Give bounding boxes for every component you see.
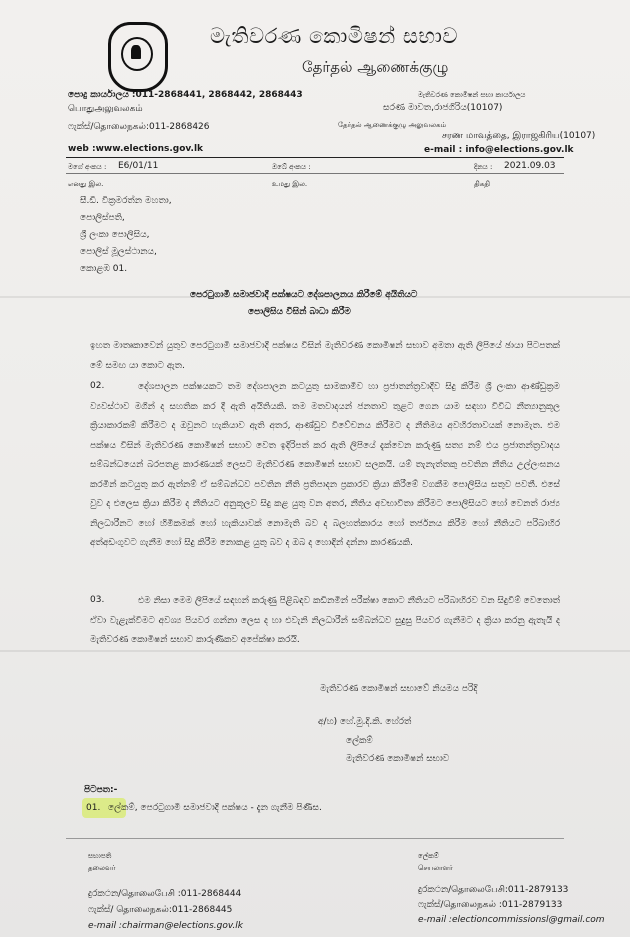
date-tamil: திகதி	[474, 180, 490, 188]
my-ref-tamil: எனது இல.	[68, 180, 104, 188]
chairman-fax: ෆැක්ස්/ தொலைநகல்:011-2868445	[88, 905, 233, 915]
secretary-label-tamil: செயலாளர்	[418, 864, 453, 872]
closing-line: මැතිවරණ කොමිෂන් සභාවේ නියමය පරිදි	[320, 684, 478, 694]
chairman-email[interactable]: e-mail :chairman@elections.gov.lk	[88, 921, 244, 931]
signer-org: මැතිවරණ කොමිෂන් සභාව	[346, 754, 450, 764]
addressee-line: ශ්‍රී ලංකා පොලිසිය,	[80, 230, 150, 240]
general-office-phone: පොදු කාර්යාලය :011-2868441, 2868442, 2868443	[68, 90, 303, 100]
your-ref-label: ඔබේ අංකය :	[272, 163, 311, 171]
copy-item-text: ලේකම්, පෙරටුගාමී සමාජවාදී පක්ෂය - දැන ගැනීම පිණිස.	[108, 803, 322, 813]
addressee-line: සී.ඩී. වික්‍රමරත්න මහතා,	[80, 196, 172, 206]
org-name-tamil: தேர்தல் ஆணைக்குழு	[302, 58, 449, 76]
chairman-phone: දුරකථන/தொலைபேசி :011-2868444	[88, 889, 242, 899]
addressee-line: පොලිස් මූලස්ථානය,	[80, 247, 157, 257]
date-label: දිනය :	[474, 163, 493, 171]
general-office-tamil: பொதுஅலுவலகம்	[68, 104, 143, 114]
secretary-phone: දුරකථන/தொலைபேசி:011-2879133	[418, 885, 569, 895]
paragraph-02: දේශපාලන පක්ෂයකට තම දේශපාලන කටයුතු සාමකාමීව හා ප්‍රජාතන්ත්‍රවාදීව සිදු කිරීම ශ්‍රී ලංකා ආණ්ඩුක්‍රම ව්‍යවස්ථාව මගින් ද සහතික කර දී ඇති අයිතියකි. තම මතවාදයන් ජනතාව තුළට ගෙන යාම සඳහා විවිධ නීත්‍යානුකූල ක්‍රියාකාරකම් කිරීමට ද ඔවුනට හැකියාව ඇති අතර, ආණ්ඩුව විවේචනය කිරීමට ද නීතිමය අවහිරතාවයක් නොමැත. එම පක්ෂය විසින් මැතිවරණ කොමිෂන් සභාව වෙත ඉදිරිපත් කර ඇති ලිපියේ දැක්වෙන කරුණු සත්‍ය නම් එය ප්‍රජාතන්ත්‍රවාදය සම්බන්ධයෙන් බරපතළ කාරණයක් ලෙසට මැතිවරණ කොමිෂන් සභාව සලකයි. යම් තැනැත්තකු පවතින නීතිය උල්ලංඝනය කරමින් කටයුතු කර ඇත්නම් ඒ සම්බන්ධව පවතින නීති ප්‍රතිපාදන ප්‍රකාරව ක්‍රියා කිරීමේ වගකීම පොලිසිය සතුව පවතී. එසේ වුව ද එලෙස ක්‍රියා කිරීම ද නීතියට අනුකූලව සිදු කළ යුතු වන අතර, නීතිය අවභාවිතා කිරීමට පොලිසියට හෝ වෙනත් රාජ්‍ය නිලධාරීනට හෝ හිමිකමක් හෝ හැකියාවක් නොමැති බව ද බලහත්කාරය හෝ තර්ජනය කිරීම හෝ නීතියට පරිබාහිර අත්අඩංගුවට ගැනීම හෝ සිදු කිරීම නොකළ යුතු බව ද ඔබ ද හොඳින් දන්නා කාරණයකි.	[90, 382, 560, 548]
secretary-fax: ෆැක්ස්/தொலைநகல் :011-2879133	[418, 900, 563, 910]
website-link[interactable]: web :www.elections.gov.lk	[68, 144, 204, 154]
ref-divider	[66, 173, 564, 174]
national-emblem-logo	[108, 22, 168, 92]
chairman-label-tamil: தலைவர்	[88, 864, 116, 872]
addressee-line: කොළඹ 01.	[80, 264, 128, 274]
fax-number: ෆැක්ස්/தொலைநகல்:011-2868426	[68, 122, 210, 132]
email-link[interactable]: e-mail : info@elections.gov.lk	[424, 145, 574, 155]
org-name-sinhala: මැතිවරණ කොමිෂන් සභාව	[210, 24, 458, 48]
secretary-email[interactable]: e-mail :electioncommissionsl@gmail.com	[418, 915, 605, 925]
copy-item-number: 01.	[86, 803, 101, 813]
address-tamil-line: சரண மாவத்தை, இராஜகிரிய(10107)	[442, 131, 596, 141]
subject-line: පෙරටුගාමී සමාජවාදී පක්ෂයට දේශපාලනය කිරීමේ අයිතියට	[190, 290, 418, 300]
chairman-label: සභාපති	[88, 852, 112, 860]
address-title: මැතිවරණ කොමිෂන් සභා කාර්යාලය	[418, 91, 526, 99]
paragraph-number: 03.	[90, 595, 105, 605]
copy-label: පිටපත:-	[84, 785, 118, 795]
address-tamil-title: தேர்தல் ஆணைக்குழு அலுவலகம்	[338, 121, 447, 129]
address-line: සරණ මාවත,රාජගිරිය(10107)	[383, 103, 503, 113]
subject-line: පොලිසිය විසින් බාධා කිරීම	[248, 307, 351, 317]
intro-paragraph: ඉහත මාතෘකාවෙන් යුතුව පෙරටුගාමී සමාජවාදී පක්ෂය විසින් මැතිවරණ කොමිෂන් සභාව අමතා ඇති ලිපියේ ඡායා පිටපතක් මේ සමඟ යා කොට ඇත.	[90, 341, 560, 371]
footer-divider	[66, 838, 564, 839]
paragraph-03: එම නිසා මෙම ලිපියේ සඳහන් කරුණු පිළිබඳව කඩිනමින් පරීක්ෂා කොට නීතියට පරිබාහිරව වන සිදුවීම් වෙතොත් ඒවා වැළැක්වීමට අවශ්‍ය පියවර ගන්නා ලෙස ද හා එවැනි නිලධාරීන් සම්බන්ධව සුදුසු පියවර ගැනීමට ද ක්‍රියා කරනු ඇතැයි ද මැතිවරණ කොමිෂන් සභාව කාරුණිකව අපේක්ෂා කරයි.	[90, 596, 560, 645]
signer-name: අ/හ) හේ.මු.දි.කි. හේරත්	[318, 717, 412, 727]
signer-title: ලේකම්	[346, 736, 373, 746]
your-ref-tamil: உமது இல.	[272, 180, 308, 188]
header-divider	[66, 157, 564, 158]
addressee-line: පොලිස්පති,	[80, 213, 125, 223]
paragraph-number: 02.	[90, 381, 105, 391]
secretary-label: ලේකම්	[418, 852, 439, 860]
date-value: 2021.09.03	[504, 161, 556, 171]
my-ref-value: E6/01/11	[118, 161, 159, 171]
my-ref-label: මගේ අංකය :	[68, 163, 107, 171]
